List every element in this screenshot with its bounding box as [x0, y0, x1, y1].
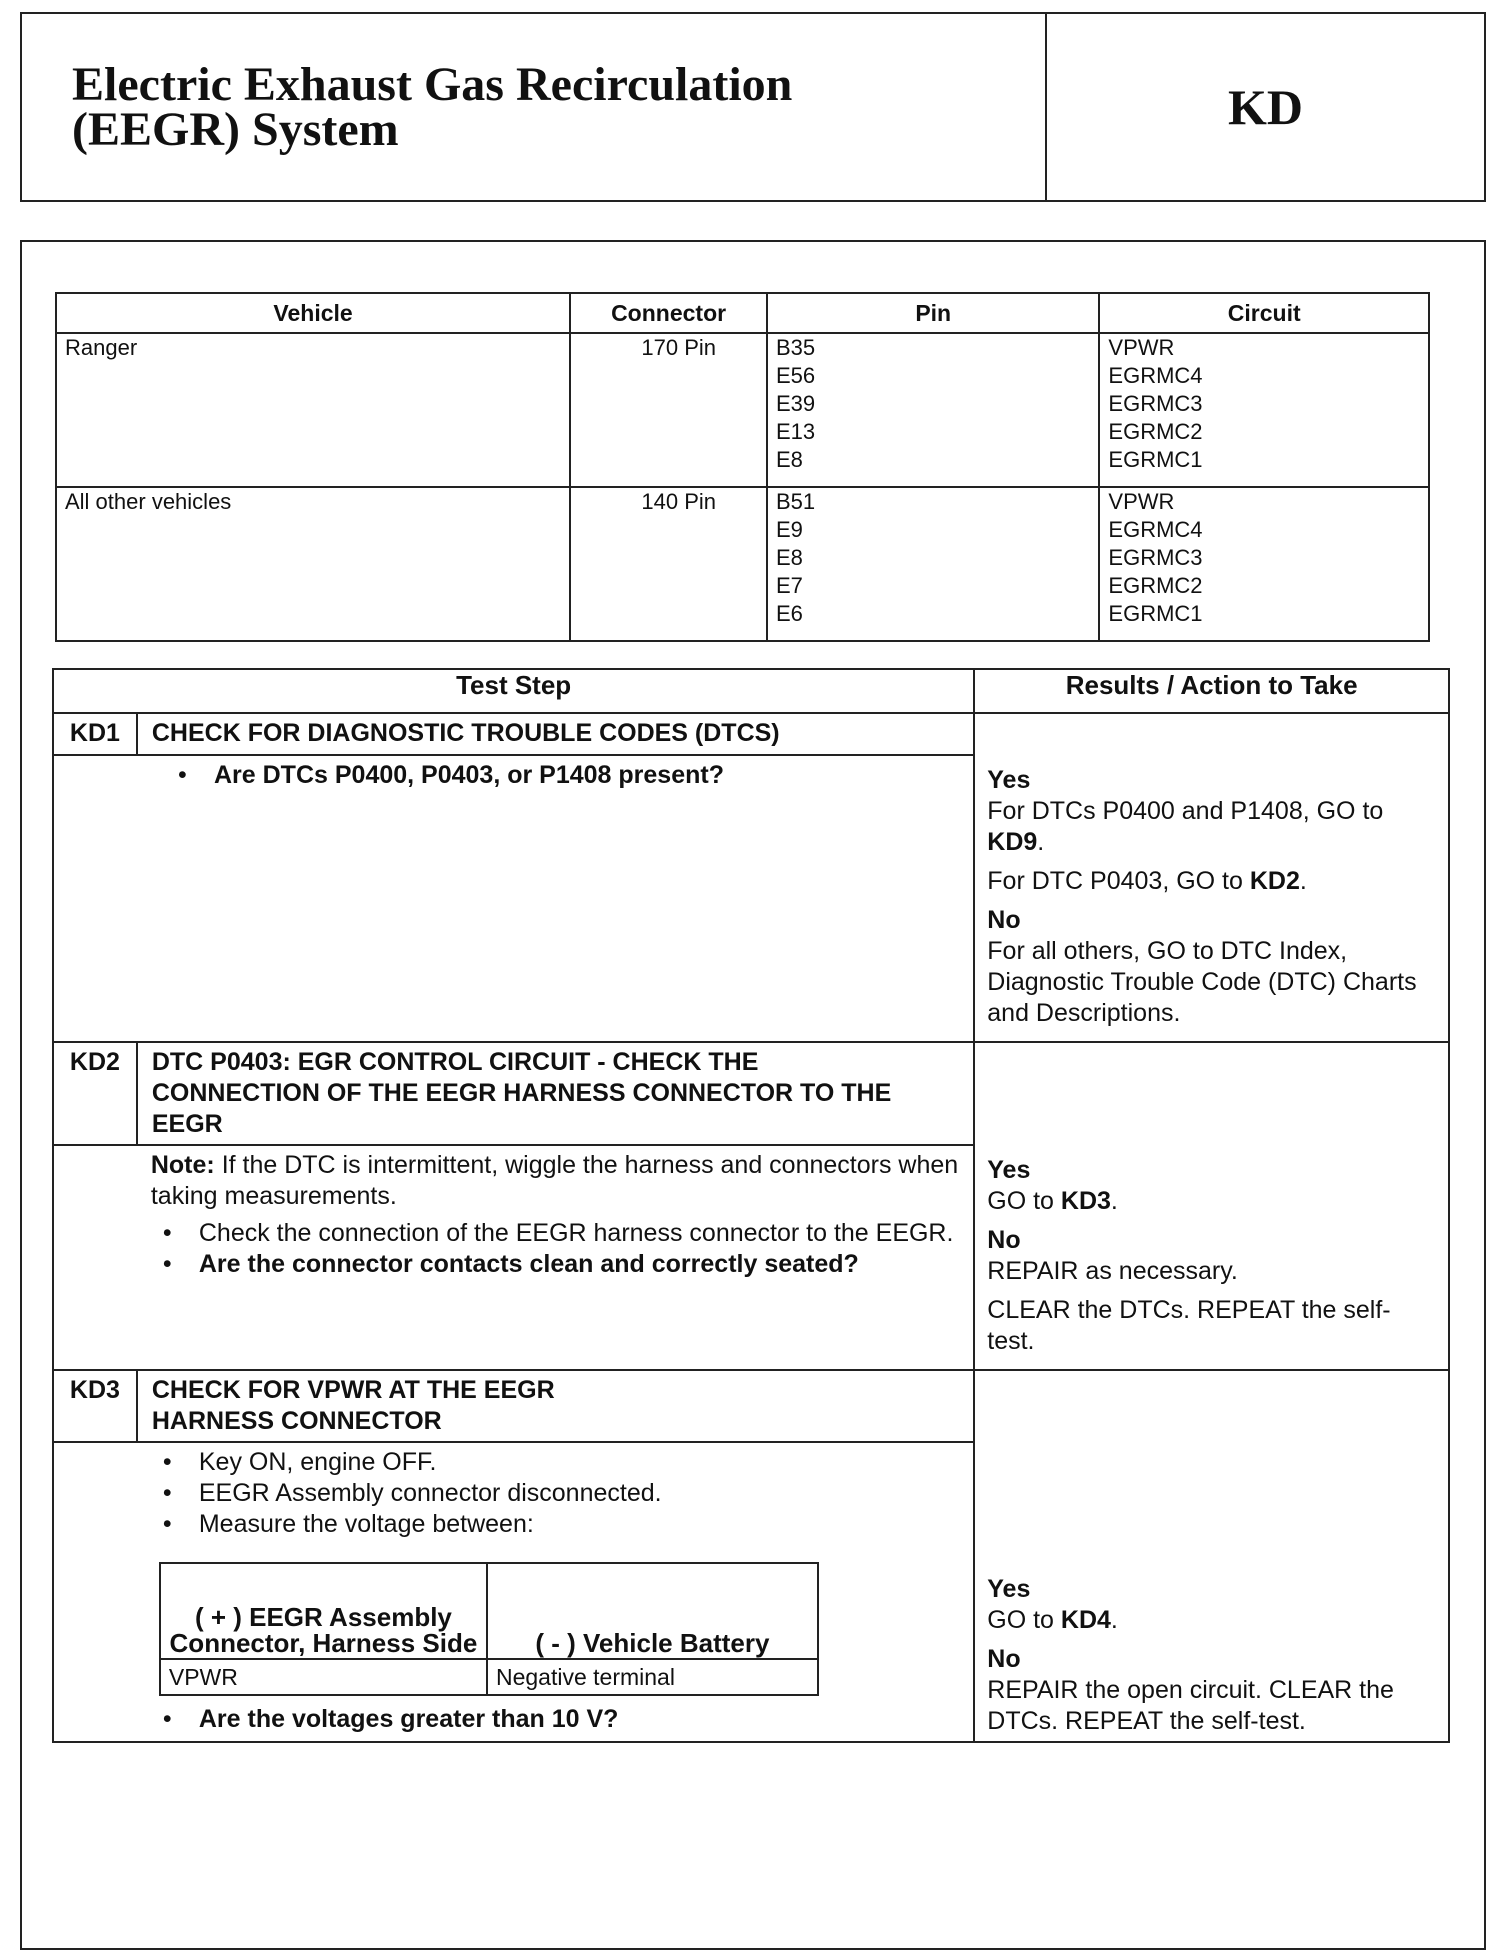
- measurement-cell: VPWR: [160, 1659, 487, 1695]
- circuit-value: VPWR: [1108, 335, 1175, 360]
- list-item: [163, 1478, 959, 1509]
- circuit-cell: [1099, 333, 1429, 487]
- results-cell: [974, 1442, 1449, 1742]
- circuit-value: EGRMC2: [1108, 419, 1203, 444]
- bullet-icon: •: [162, 1510, 172, 1538]
- step-question: Are DTCs P0400, P0403, or P1408 present?: [214, 761, 724, 789]
- header-vehicle: Vehicle: [56, 293, 570, 333]
- section-code: KD: [1228, 79, 1303, 135]
- step-link[interactable]: KD2: [1249, 867, 1300, 895]
- step-question: Are the voltages greater than 10 V?: [198, 1705, 619, 1733]
- bullet-icon: •: [162, 1448, 172, 1476]
- step-kd3-title-row: [53, 1370, 1449, 1442]
- result-yes-text: GO to KD3.: [987, 1187, 1118, 1215]
- step-title: CHECK FOR VPWR AT THE EEGR HARNESS CONNECTOR: [137, 1370, 974, 1442]
- note-label: Note:: [150, 1151, 215, 1179]
- result-yes-label: Yes: [987, 1575, 1031, 1603]
- pin-value: E8: [776, 545, 803, 570]
- pin-value: E8: [776, 447, 803, 472]
- pin-cell: [767, 333, 1099, 487]
- results-cell: [974, 1145, 1449, 1370]
- result-text: For DTC P0403, GO to: [987, 867, 1250, 895]
- result-yes-label: Yes: [987, 766, 1031, 794]
- header-connector: Connector: [570, 293, 767, 333]
- list-item: [163, 1509, 959, 1540]
- header-circuit: Circuit: [1099, 293, 1429, 333]
- result-no-text: For all others, GO to DTC Index, Diagnostic Trouble Code (DTC) Charts and Descriptions.: [987, 937, 1417, 1027]
- list-item: [163, 1704, 959, 1735]
- step-title: DTC P0403: EGR CONTROL CIRCUIT - CHECK THE CONNECTION OF THE EEGR HARNESS CONNECTOR TO THE EEGR: [137, 1042, 974, 1145]
- bullet-text: Check the connection of the EEGR harness connector to the EEGR.: [198, 1219, 954, 1247]
- bullet-icon: •: [178, 761, 187, 789]
- bullet-text: Key ON, engine OFF.: [198, 1448, 437, 1476]
- measurement-header-positive: ( + ) EEGR Assembly Connector, Harness Side: [160, 1563, 487, 1659]
- bullet-icon: •: [162, 1219, 172, 1247]
- step-body: [137, 1145, 974, 1370]
- result-no-label: No: [987, 1226, 1021, 1254]
- pin-cell: [767, 487, 1099, 641]
- step-kd2-title-row: [53, 1042, 1449, 1145]
- circuit-value: EGRMC4: [1108, 363, 1203, 388]
- step-kd1-title-row: [53, 713, 1449, 755]
- table-row: [56, 333, 1429, 487]
- step-id: KD1: [53, 713, 137, 755]
- result-no-text: REPAIR as necessary.: [987, 1257, 1238, 1285]
- pin-value: B51: [776, 489, 816, 514]
- list-item: [178, 760, 959, 791]
- table-row: [56, 487, 1429, 641]
- measurement-cell: Negative terminal: [487, 1659, 818, 1695]
- header-pin: Pin: [767, 293, 1099, 333]
- measurement-header: [160, 1563, 818, 1659]
- result-yes-text: GO to KD4.: [987, 1606, 1118, 1634]
- circuit-cell: [1099, 487, 1429, 641]
- step-title: CHECK FOR DIAGNOSTIC TROUBLE CODES (DTCS): [137, 713, 974, 755]
- result-no-text: REPAIR the open circuit. CLEAR the DTCs. REPEAT the self-test.: [987, 1676, 1394, 1735]
- bullet-icon: •: [162, 1705, 172, 1733]
- page-title-line2: (EEGR) System: [72, 103, 399, 156]
- bullet-text: Measure the voltage between:: [198, 1510, 534, 1538]
- note-text: If the DTC is intermittent, wiggle the harness and connectors when taking measurements.: [150, 1151, 959, 1210]
- vehicle-cell: Ranger: [56, 333, 570, 487]
- result-no-label: No: [987, 1645, 1021, 1673]
- results-cell: [974, 1370, 1449, 1442]
- pin-value: E7: [776, 573, 803, 598]
- table-row: [160, 1659, 818, 1695]
- step-link[interactable]: KD3: [1060, 1187, 1111, 1215]
- result-no-label: No: [987, 906, 1021, 934]
- header-results: Results / Action to Take: [974, 669, 1449, 713]
- circuit-value: EGRMC2: [1108, 573, 1203, 598]
- test-step-table: [52, 668, 1450, 1743]
- circuit-value: EGRMC1: [1108, 447, 1203, 472]
- test-step-header: [53, 669, 1449, 713]
- pin-value: E13: [776, 419, 816, 444]
- pin-table-header: [56, 293, 1429, 333]
- connector-cell: 140 Pin: [570, 487, 767, 641]
- circuit-value: VPWR: [1108, 489, 1175, 514]
- step-question: Are the connector contacts clean and correctly seated?: [198, 1250, 859, 1278]
- header-test-step: Test Step: [53, 669, 974, 713]
- vehicle-cell: All other vehicles: [56, 487, 570, 641]
- list-item: [163, 1447, 959, 1478]
- result-text: GO to: [987, 1187, 1061, 1215]
- bullet-icon: •: [162, 1479, 172, 1507]
- step-note: [151, 1150, 959, 1212]
- measurement-header-negative: ( - ) Vehicle Battery: [487, 1563, 818, 1659]
- pin-value: E6: [776, 601, 803, 626]
- step-body: [53, 755, 974, 1042]
- page-title: [22, 14, 1047, 200]
- pin-value: B35: [776, 335, 816, 360]
- bullet-icon: •: [162, 1250, 172, 1278]
- measurement-table: [159, 1562, 819, 1696]
- step-id: KD2: [53, 1042, 137, 1145]
- circuit-value: EGRMC1: [1108, 601, 1203, 626]
- pin-value: E39: [776, 391, 816, 416]
- list-item: [163, 1249, 959, 1280]
- step-id-spacer: [53, 1442, 137, 1742]
- step-link[interactable]: KD4: [1060, 1606, 1111, 1634]
- pin-value: E56: [776, 363, 816, 388]
- connector-cell: 170 Pin: [570, 333, 767, 487]
- list-item: [163, 1218, 959, 1249]
- pin-table: [55, 292, 1430, 642]
- step-id: KD3: [53, 1370, 137, 1442]
- circuit-value: EGRMC4: [1108, 517, 1203, 542]
- pin-value: E9: [776, 517, 803, 542]
- page-title-line1: Electric Exhaust Gas Recirculation: [72, 58, 793, 111]
- page-header: [20, 12, 1486, 202]
- step-kd2-body-row: [53, 1145, 1449, 1370]
- step-id-spacer: [53, 1145, 137, 1370]
- result-text: GO to: [987, 1606, 1061, 1634]
- step-body: [137, 1442, 974, 1742]
- circuit-value: EGRMC3: [1108, 545, 1203, 570]
- results-cell: [974, 713, 1449, 755]
- bullet-text: EEGR Assembly connector disconnected.: [198, 1479, 662, 1507]
- result-yes-label: Yes: [987, 1156, 1031, 1184]
- results-cell: [974, 1042, 1449, 1145]
- step-kd3-body-row: [53, 1442, 1449, 1742]
- result-no-text: CLEAR the DTCs. REPEAT the self-test.: [987, 1296, 1391, 1355]
- circuit-value: EGRMC3: [1108, 391, 1203, 416]
- step-kd1-body-row: [53, 755, 1449, 1042]
- result-yes-text: For DTCs P0400 and P1408, GO to KD9.: [987, 797, 1384, 856]
- results-cell: [974, 755, 1449, 1042]
- result-yes-text: For DTC P0403, GO to KD2.: [987, 867, 1307, 895]
- result-text: For DTCs P0400 and P1408, GO to: [987, 797, 1384, 825]
- step-link[interactable]: KD9: [987, 828, 1038, 856]
